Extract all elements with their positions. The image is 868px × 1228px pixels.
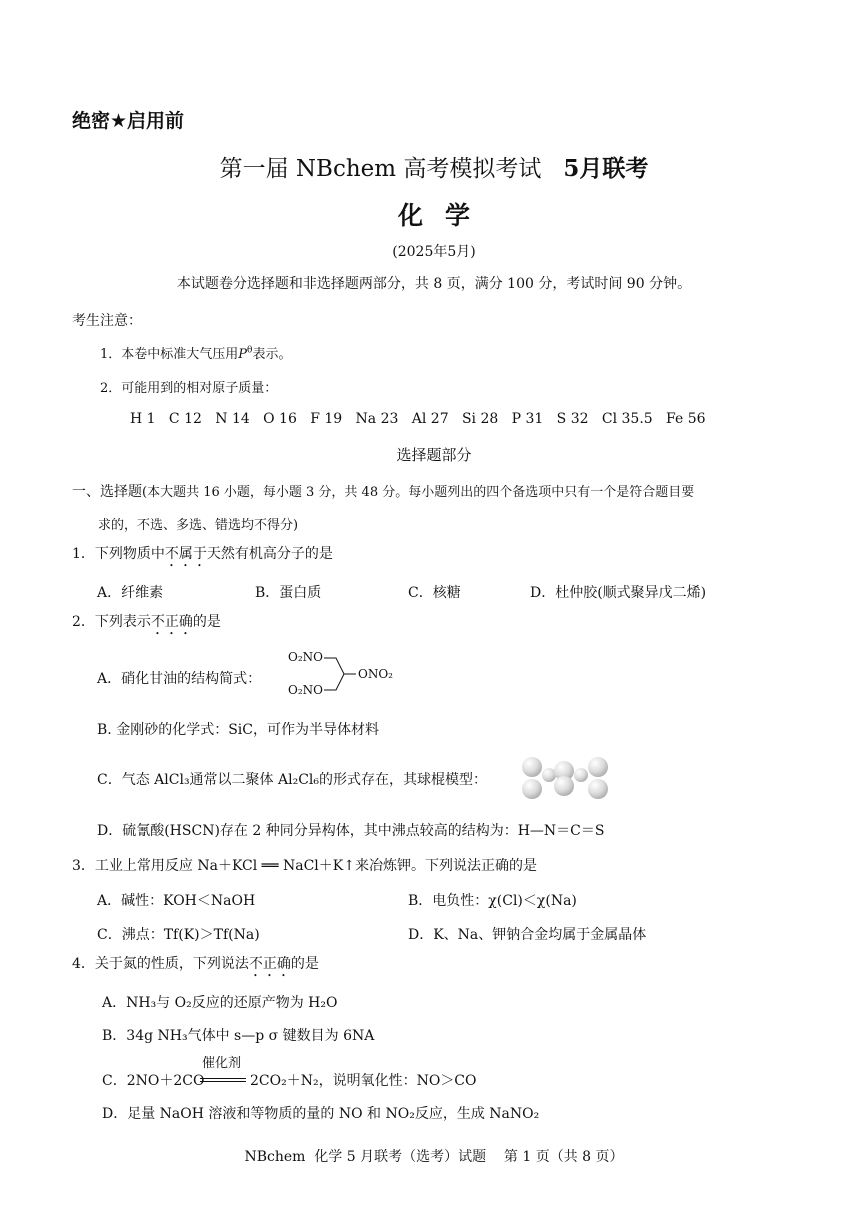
q1-stem-post: 天然有机高分子的是 [206, 546, 333, 562]
reaction-arrow-line-1 [200, 1078, 246, 1079]
q4-option-c-right: 2CO₂＋N₂，说明氧化性：NO＞CO [250, 1073, 477, 1089]
part1-line2: 求的，不选、多选、错选均不得分) [98, 518, 299, 533]
q2-option-d[interactable]: D．硫氰酸(HSCN)存在 2 种同分异构体，其中沸点较高的结构为：H—N＝C＝S [97, 823, 605, 839]
q1-option-c[interactable]: C．核糖 [408, 585, 461, 601]
question-2-stem [72, 611, 221, 638]
q3-option-a[interactable]: A．碱性：KOH＜NaOH [97, 893, 256, 909]
q4-option-d[interactable]: D．足量 NaOH 溶液和等物质的量的 NO 和 NO₂反应，生成 NaNO₂ [102, 1106, 540, 1122]
exam-date: (2025年5月) [392, 244, 476, 260]
q4-option-c-left: C．2NO＋2CO [102, 1073, 205, 1089]
q3-option-b[interactable]: B．电负性：χ(Cl)＜χ(Na) [408, 893, 577, 909]
q2-stem-pre: 2．下列表示 [72, 614, 151, 630]
q4-stem-pre: 4．关于氮的性质，下列说法 [72, 956, 249, 972]
q1-option-b[interactable]: B．蛋白质 [255, 585, 322, 601]
q4-option-c[interactable] [102, 1052, 622, 1092]
section-heading: 选择题部分 [396, 446, 472, 464]
note-item-2: 2．可能用到的相对原子质量： [100, 381, 278, 396]
q1-option-a[interactable]: A．纤维素 [97, 585, 164, 601]
q4-stem-emphasis: 不正确 [248, 956, 291, 972]
exam-intro: 本试题卷分选择题和非选择题两部分，共 8 页，满分 100 分，考试时间 90 分钟。 [176, 276, 692, 292]
q4-stem-post: 的是 [290, 956, 319, 972]
structure-bottom-group: O₂NO [288, 683, 323, 697]
part1-instructions [72, 481, 694, 501]
question-4-stem [72, 953, 319, 980]
q2-option-a[interactable]: A．硝化甘油的结构简式： [97, 671, 262, 687]
exam-title-main: 第一届 NBchem 高考模拟考试 [219, 156, 542, 182]
reaction-arrow-line-2 [200, 1081, 246, 1082]
q3-option-c[interactable]: C．沸点：Tf(K)＞Tf(Na) [97, 927, 260, 943]
structure-right-group: ONO₂ [358, 667, 393, 681]
page-footer: NBchem 化学 5 月联考（选考）试题 第 1 页（共 8 页） [244, 1149, 624, 1165]
structure-bonds [284, 646, 414, 702]
question-1-stem [72, 543, 333, 570]
question-3-stem: 3．工业上常用反应 Na＋KCl ══ NaCl＋K↑来冶炼钾。下列说法正确的是 [72, 858, 537, 874]
nitroglycerin-structure [284, 646, 414, 702]
exam-title-suffix: 5月联考 [563, 155, 649, 182]
part1-label: 一、选择题 [72, 484, 142, 500]
note-item-1-sup: θ [247, 345, 253, 356]
note-item-1-post: 表示。 [252, 347, 292, 362]
q4-option-a[interactable]: A．NH₃与 O₂反应的还原产物为 H₂O [102, 995, 338, 1011]
note-item-1-symbol: P [238, 347, 248, 362]
al2cl6-ball-stick-model [518, 754, 614, 802]
subject-title: 化学 [397, 201, 492, 230]
note-item-1 [100, 343, 291, 362]
structure-top-group: O₂NO [288, 650, 323, 664]
part1-line1: (本大题共 16 小题，每小题 3 分，共 48 分。每小题列出的四个备选项中只有一个是符合题目要 [142, 485, 695, 500]
confidential-mark: 绝密★启用前 [72, 110, 185, 132]
q1-stem-pre: 1．下列物质中 [72, 546, 165, 562]
q2-option-b[interactable]: B. 金刚砂的化学式：SiC，可作为半导体材料 [97, 722, 379, 738]
q1-stem-emphasis: 不属于 [164, 546, 207, 562]
q2-stem-emphasis: 不正确 [150, 614, 193, 630]
atomic-masses: H 1 C 12 N 14 O 16 F 19 Na 23 Al 27 Si 28 P 31 S 32 Cl 35.5 Fe 56 [130, 411, 706, 427]
note-item-1-pre: 1．本卷中标准大气压用 [100, 347, 239, 362]
exam-title [0, 150, 868, 183]
q4-option-b[interactable]: B．34g NH₃气体中 s—p σ 键数目为 6NA [102, 1028, 375, 1044]
q2-stem-post: 的是 [192, 614, 221, 630]
q2-option-c[interactable]: C．气态 AlCl₃通常以二聚体 Al₂Cl₆的形式存在，其球棍模型： [97, 772, 488, 788]
q4-catalyst-label: 催化剂 [202, 1056, 242, 1071]
notes-heading: 考生注意： [72, 313, 142, 329]
q1-option-d[interactable]: D．杜仲胶(顺式聚异戊二烯) [530, 585, 707, 601]
q3-option-d[interactable]: D．K、Na、钾钠合金均属于金属晶体 [408, 927, 647, 943]
